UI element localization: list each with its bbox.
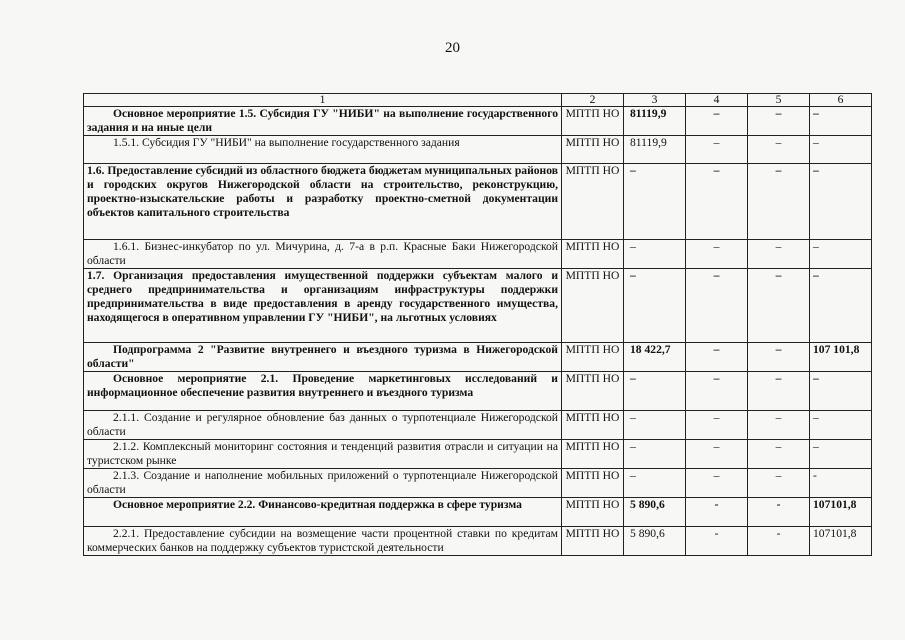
header-cell: 4 [686,94,748,107]
value-cell: - [748,498,810,527]
executor-cell: МПТП НО [562,164,624,240]
table-row [84,107,872,136]
table-row [84,527,872,556]
executor-cell: МПТП НО [562,411,624,440]
executor-cell: МПТП НО [562,440,624,469]
table-row [84,240,872,269]
description-cell: 2.2.1. Предоставление субсидии на возмещение части процентной ставки по кредитам коммерческих банков на поддержку субъектов туристской деятельности [84,527,562,556]
value-cell: - [686,527,748,556]
amount-cell: – [624,440,686,469]
description-cell: Основное мероприятие 2.1. Проведение маркетинговых исследований и информационное обеспечение развития внутреннего и въездного туризма [84,372,562,411]
table-row [84,440,872,469]
description-cell: 1.6. Предоставление субсидий из областного бюджета бюджетам муниципальных районов и городских округов Нижегородской области на строительство, реконструкцию, проектно-изыскательские работы и разработку проектно-сметной документации объектов капитального строительства [84,164,562,240]
total-cell: – [810,411,872,440]
amount-cell: 18 422,7 [624,343,686,372]
amount-cell: 81119,9 [624,107,686,136]
executor-cell: МПТП НО [562,107,624,136]
value-cell: – [748,269,810,343]
value-cell: – [748,372,810,411]
total-cell: 107101,8 [810,498,872,527]
header-cell: 5 [748,94,810,107]
value-cell: – [686,440,748,469]
total-cell: – [810,107,872,136]
value-cell: - [748,527,810,556]
value-cell: – [748,107,810,136]
total-cell: – [810,440,872,469]
table-row [84,343,872,372]
table-header-row [84,94,872,107]
executor-cell: МПТП НО [562,498,624,527]
total-cell: – [810,136,872,164]
executor-cell: МПТП НО [562,469,624,498]
value-cell: – [686,164,748,240]
table-row [84,498,872,527]
amount-cell: – [624,372,686,411]
value-cell: – [686,269,748,343]
table-row [84,136,872,164]
description-cell: Основное мероприятие 1.5. Субсидия ГУ "НИБИ" на выполнение государственного задания и на иные цели [84,107,562,136]
value-cell: – [686,343,748,372]
total-cell: – [810,269,872,343]
amount-cell: – [624,240,686,269]
header-cell: 1 [84,94,562,107]
description-cell: Основное мероприятие 2.2. Финансово-кредитная поддержка в сфере туризма [84,498,562,527]
executor-cell: МПТП НО [562,136,624,164]
value-cell: – [748,343,810,372]
header-cell: 2 [562,94,624,107]
total-cell: - [810,469,872,498]
value-cell: – [686,240,748,269]
value-cell: – [748,240,810,269]
executor-cell: МПТП НО [562,527,624,556]
value-cell: – [748,440,810,469]
total-cell: 107101,8 [810,527,872,556]
description-cell: 1.5.1. Субсидия ГУ "НИБИ" на выполнение государственного задания [84,136,562,164]
header-cell: 3 [624,94,686,107]
value-cell: - [686,498,748,527]
amount-cell: – [624,269,686,343]
amount-cell: 5 890,6 [624,527,686,556]
value-cell: – [748,136,810,164]
table-row [84,411,872,440]
executor-cell: МПТП НО [562,240,624,269]
executor-cell: МПТП НО [562,269,624,343]
table-row [84,164,872,240]
header-cell: 6 [810,94,872,107]
value-cell: – [748,411,810,440]
amount-cell: 81119,9 [624,136,686,164]
total-cell: – [810,372,872,411]
description-cell: 2.1.1. Создание и регулярное обновление баз данных о турпотенциале Нижегородской области [84,411,562,440]
total-cell: – [810,164,872,240]
amount-cell: 5 890,6 [624,498,686,527]
description-cell: Подпрограмма 2 "Развитие внутреннего и въездного туризма в Нижегородской области" [84,343,562,372]
table-row [84,372,872,411]
table-row [84,269,872,343]
value-cell: – [748,469,810,498]
value-cell: – [686,107,748,136]
description-cell: 2.1.3. Создание и наполнение мобильных приложений о турпотенциале Нижегородской области [84,469,562,498]
description-cell: 2.1.2. Комплексный мониторинг состояния и тенденций развития отрасли и ситуации на туристском рынке [84,440,562,469]
amount-cell: – [624,164,686,240]
value-cell: – [686,136,748,164]
value-cell: – [686,372,748,411]
description-cell: 1.6.1. Бизнес-инкубатор по ул. Мичурина, д. 7-а в р.п. Красные Баки Нижегородской области [84,240,562,269]
table-row [84,469,872,498]
value-cell: – [686,469,748,498]
value-cell: – [748,164,810,240]
total-cell: – [810,240,872,269]
value-cell: – [686,411,748,440]
budget-table [83,93,872,556]
executor-cell: МПТП НО [562,372,624,411]
amount-cell: – [624,411,686,440]
page-number: 20 [445,40,460,56]
amount-cell: – [624,469,686,498]
executor-cell: МПТП НО [562,343,624,372]
description-cell: 1.7. Организация предоставления имущественной поддержки субъектам малого и среднего предпринимательства и организациям инфраструктуры поддержки предпринимательства в виде предоставления в аренду государственного имущества, находящегося в оперативном управлении ГУ "НИБИ", на льготных условиях [84,269,562,343]
total-cell: 107 101,8 [810,343,872,372]
